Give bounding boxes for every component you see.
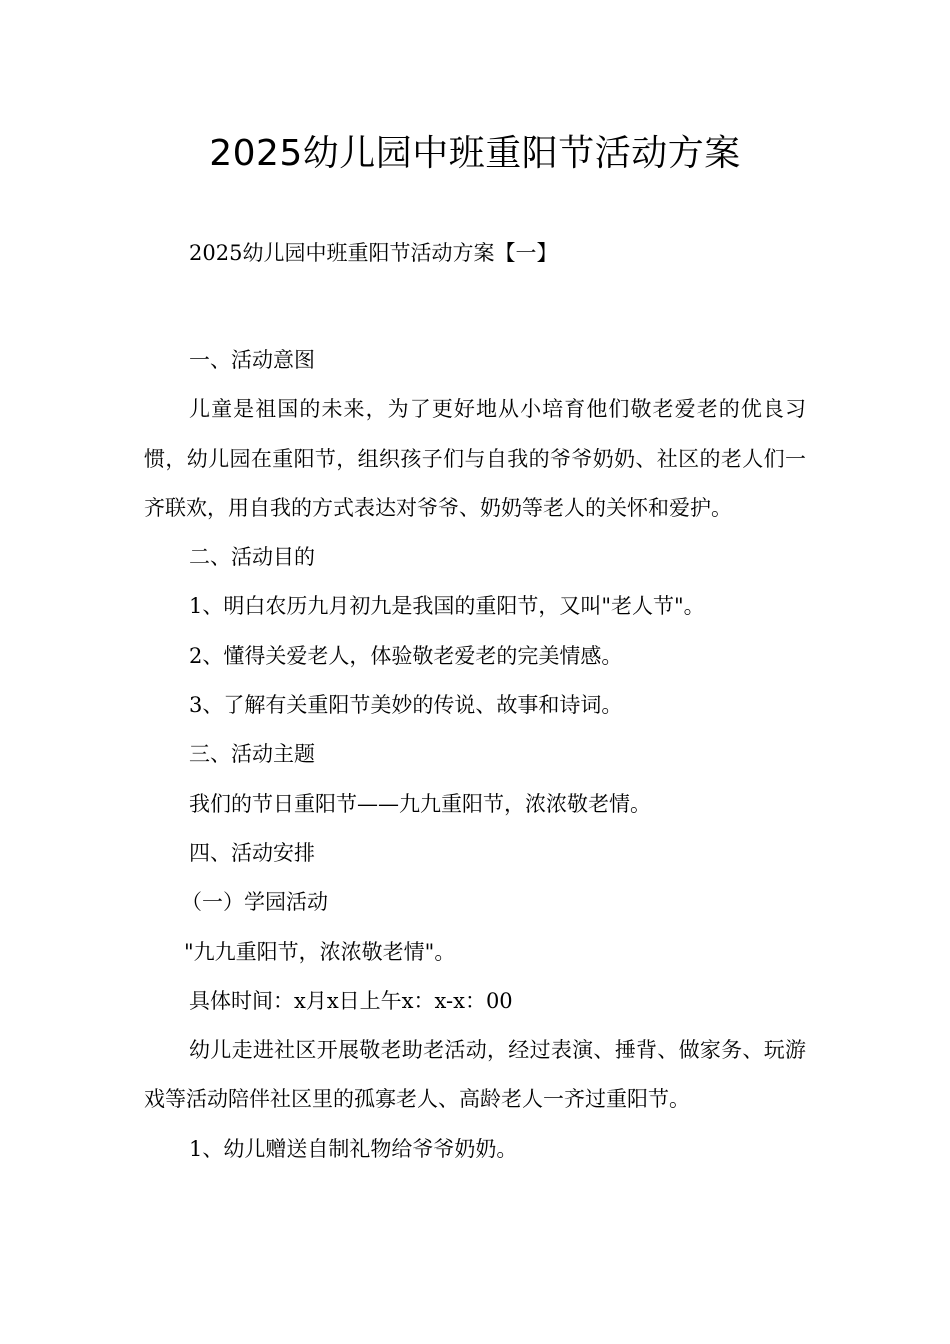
- list-item: 3、了解有关重阳节美妙的传说、故事和诗词。: [189, 693, 623, 718]
- section-heading-theme: 三、活动主题: [189, 742, 315, 767]
- section-heading-goals: 二、活动目的: [189, 545, 315, 570]
- document-body: [144, 336, 806, 1174]
- activity-name: "九九重阳节，浓浓敬老情"。: [184, 939, 456, 964]
- document-subtitle: 2025幼儿园中班重阳节活动方案【一】: [189, 241, 558, 265]
- section-heading-schedule: 四、活动安排: [189, 840, 315, 865]
- subsection-heading: （一）学园活动: [181, 890, 328, 915]
- list-item: 1、幼儿赠送自制礼物给爷爷奶奶。: [189, 1136, 518, 1161]
- activity-time: 具体时间：x月x日上午x：x-x：00: [189, 988, 513, 1013]
- body-paragraph: 幼儿走进社区开展敬老助老活动，经过表演、捶背、做家务、玩游戏等活动陪伴社区里的孤寡老人、高龄老人一齐过重阳节。: [144, 1038, 806, 1112]
- body-paragraph: 我们的节日重阳节——九九重阳节，浓浓敬老情。: [189, 791, 651, 816]
- list-item: 1、明白农历九月初九是我国的重阳节，又叫"老人节"。: [189, 594, 705, 619]
- document-title: 2025幼儿园中班重阳节活动方案: [209, 133, 741, 174]
- body-paragraph: 儿童是祖国的未来，为了更好地从小培育他们敬老爱老的优良习惯，幼儿园在重阳节，组织孩子们与自我的爷爷奶奶、社区的老人们一齐联欢，用自我的方式表达对爷爷、奶奶等老人的关怀和爱护。: [144, 397, 806, 520]
- section-heading-intent: 一、活动意图: [189, 348, 315, 372]
- list-item: 2、懂得关爱老人，体验敬老爱老的完美情感。: [189, 643, 623, 668]
